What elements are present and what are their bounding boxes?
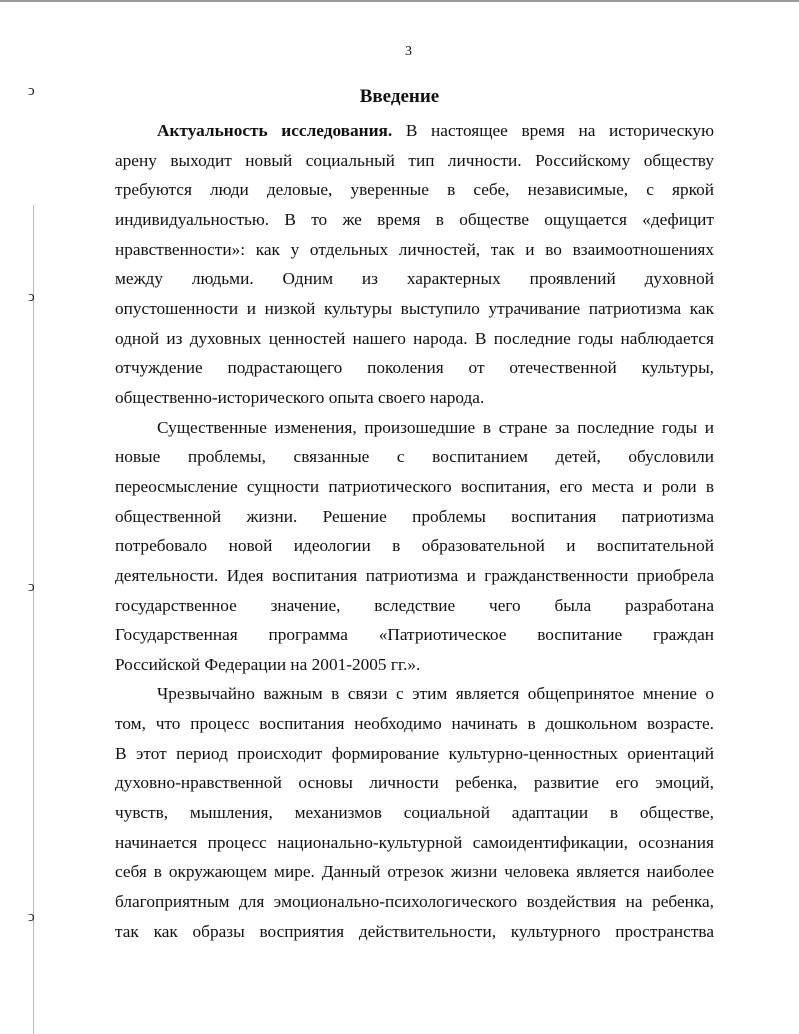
binding-hole-icon: ↄ [28, 579, 35, 595]
text-line: Российской Федерации на 2001-2005 гг.». [115, 654, 421, 674]
text-line: духовно-нравственной основы личности ребенка, развитие его эмоций, [115, 773, 714, 793]
text-line: деятельности. Идея воспитания патриотизма и гражданственности приобрела [115, 565, 714, 585]
paragraph [115, 413, 714, 680]
text-line: общественно-исторического опыта своего народа. [115, 387, 485, 407]
paragraph [115, 116, 714, 413]
text-line: себя в окружающем мире. Данный отрезок жизни человека является наиболее [115, 862, 714, 882]
binding-hole-icon: ↄ [28, 909, 35, 925]
text-line: начинается процесс национально-культурной самоидентификации, осознания [115, 832, 714, 852]
section-lead: Актуальность исследования. [157, 121, 393, 140]
text-line: благоприятным для эмоционально-психологического воздействия на ребенка, [115, 892, 714, 912]
text-line: опустошенности и низкой культуры выступило утрачивание патриотизма как [115, 298, 714, 318]
paragraph [115, 679, 714, 946]
text-line: том, что процесс воспитания необходимо начинать в дошкольном возрасте. [115, 714, 714, 734]
scan-top-edge [0, 0, 799, 2]
text-line: требуются люди деловые, уверенные в себе, независимые, с яркой [115, 180, 714, 200]
text-line-part: В настоящее время на историческую [392, 121, 714, 140]
text-line: новые проблемы, связанные с воспитанием детей, обусловили [115, 447, 714, 467]
text-line: нравственности»: как у отдельных личностей, так и во взаимоотношениях [115, 239, 714, 259]
text-line: общественной жизни. Решение проблемы воспитания патриотизма [115, 506, 714, 526]
text-line: переосмысление сущности патриотического воспитания, его места и роли в [115, 476, 714, 496]
text-line: индивидуальностью. В то же время в обществе ощущается «дефицит [115, 209, 714, 229]
text-line: арену выходит новый социальный тип личности. Российскому обществу [115, 150, 714, 170]
page-title: Введение [359, 86, 440, 107]
text-line: отчуждение подрастающего поколения от отечественной культуры, [115, 358, 714, 378]
text-line [115, 116, 714, 146]
document-body [115, 116, 714, 946]
text-line: чувств, мышления, механизмов социальной адаптации в обществе, [115, 803, 714, 823]
binding-hole-icon: ↄ [28, 289, 35, 305]
page-number: 3 [405, 44, 412, 59]
text-line: В этот период происходит формирование культурно-ценностных ориентаций [115, 743, 714, 763]
binding-hole-icon: ↄ [28, 83, 35, 99]
text-line: потребовало новой идеологии в образовательной и воспитательной [115, 536, 714, 556]
text-line: Существенные изменения, произошедшие в стране за последние годы и [157, 417, 714, 437]
text-line: Государственная программа «Патриотическое воспитание граждан [115, 625, 714, 645]
text-line: между людьми. Одним из характерных проявлений духовной [115, 269, 714, 289]
text-line: одной из духовных ценностей нашего народа. В последние годы наблюдается [115, 328, 714, 348]
text-line: Чрезвычайно важным в связи с этим является общепринятое мнение о [157, 684, 714, 704]
text-line: государственное значение, вследствие чего была разработана [115, 595, 714, 615]
text-line: так как образы восприятия действительности, культурного пространства [115, 921, 714, 941]
